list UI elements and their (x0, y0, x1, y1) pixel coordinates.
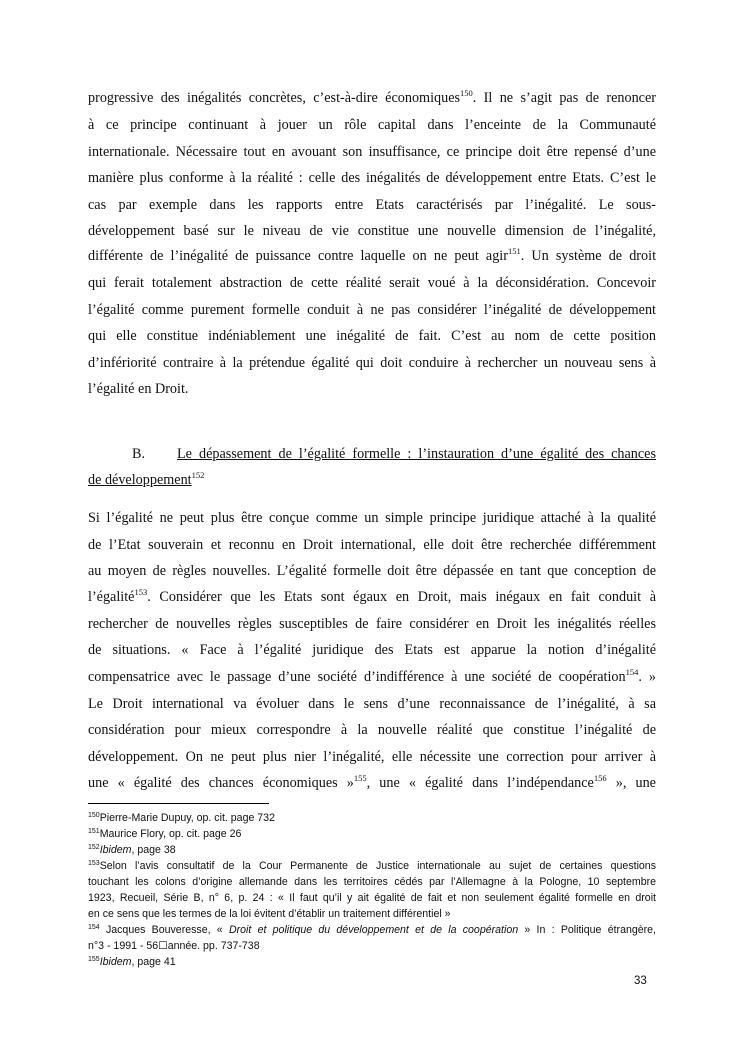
paragraph-line: Si l’égalité ne peut plus être conçue comme un simple principe juridique attaché à la qualité (88, 510, 656, 526)
footnote-cont: touchant les colons d’origine allemande dans les territoires cédés par l’Allemagne à la Pologne, 10 septembre (88, 876, 656, 888)
footnote-ref: 153 (134, 587, 148, 597)
footnote-ref: 152 (191, 470, 205, 480)
footnote: $^{152}$Ibidem, page 38 (88, 844, 176, 856)
footnote-cont: n°3 - 1991 - 56☐année. pp. 737-738 (88, 940, 260, 952)
paragraph-line: une « égalité des chances économiques »$^{155}$, une « égalité dans l’indépendance$^{156}$ », une (88, 773, 656, 791)
footnote: $^{155}$Ibidem, page 41 (88, 956, 176, 968)
paragraph-line: l’égalité comme purement formelle conduit à ne pas considérer l’inégalité de développement (88, 302, 656, 318)
paragraph-line: développement basé sur le niveau de vie constitue une nouvelle dimension de l’inégalité, (88, 223, 656, 239)
paragraph-line: manière plus conforme à la réalité : celle des inégalités de développement entre Etats. C’est le (88, 170, 656, 186)
footnote: $^{153}$Selon l’avis consultatif de la Cour Permanente de Justice internationale au sujet de certaines questions (88, 860, 656, 872)
paragraph-line: internationale. Nécessaire tout en avouant son insuffisance, ce principe doit être repensé d’une (88, 144, 656, 160)
footnote-ref: 155 (353, 773, 367, 783)
paragraph-line: d’infériorité contraire à la prétendue égalité qui doit conduire à rechercher un nouveau sens à (88, 355, 656, 371)
paragraph-line: au moyen de règles nouvelles. L’égalité formelle doit être dépassée en tant que conception de (88, 563, 656, 579)
footnote: $^{151}$Maurice Flory, op. cit. page 26 (88, 828, 242, 840)
paragraph-line: qui elle constitue indéniablement une inégalité de fait. C’est au nom de cette position (88, 328, 656, 344)
footnote-ref: 156 (593, 773, 607, 783)
paragraph-line: à ce principe continuant à jouer un rôle capital dans l’enceinte de la Communauté (88, 117, 656, 133)
paragraph-line: considération pour mieux correspondre à la nouvelle réalité que constitue l’inégalité de (88, 722, 656, 738)
paragraph-line: de situations. « Face à l’égalité juridique des Etats est apparue la notion d’inégalité (88, 642, 656, 658)
paragraph-line: l’égalité en Droit. (88, 381, 189, 397)
paragraph-line: l’égalité$^{153}$. Considérer que les Etats sont égaux en Droit, mais inégaux en fait conduit à (88, 587, 656, 605)
paragraph-line: qui ferait totalement abstraction de cette réalité serait voué à la déconsidération. Concevoir (88, 275, 656, 291)
section-heading: Le dépassement de l’égalité formelle : l’instauration d’une égalité des chances (177, 446, 656, 462)
footnote-ref: 151 (507, 246, 521, 256)
footnote-ref: 154 (625, 667, 639, 677)
page-number: 33 (634, 975, 647, 987)
footnote-ref: 150 (460, 88, 473, 98)
footnote-cont: 1923, Recueil, Série B, n° 6, p. 24 : « Il faut qu’il y ait égalité de fait et non seulement égalité formelle en droit (88, 892, 656, 904)
footnote: $^{150}$Pierre-Marie Dupuy, op. cit. page 732 (88, 812, 275, 824)
footnote-separator (88, 803, 269, 804)
footnote: $^{154}$ Jacques Bouveresse, « Droit et politique du développement et de la coopération » In : Politique étrangère, (88, 924, 656, 936)
paragraph-line: compensatrice avec le passage d’une société d’indifférence à une société de coopération$^{154}$. » (88, 667, 657, 685)
section-letter: B. (132, 446, 146, 462)
paragraph-line: Le Droit international va évoluer dans le sens d’une reconnaissance de l’inégalité, à sa (88, 696, 656, 712)
paragraph-line: progressive des inégalités concrètes, c’est-à-dire économiques$^{150}$. Il ne s’agit pas de renoncer (88, 88, 656, 106)
footnote-cont: en ce sens que les termes de la loi évitent d’établir un traitement différentiel » (88, 908, 451, 920)
paragraph-line: cas par exemple dans les rapports entre Etats caractérisés par l’inégalité. Le sous- (88, 197, 656, 213)
paragraph-line: développement. On ne peut plus nier l’inégalité, elle nécessite une correction pour arriver à (88, 749, 656, 765)
section-heading-cont: de développement$^{152}$ (88, 470, 205, 488)
paragraph-line: de l’Etat souverain et reconnu en Droit international, elle doit être recherchée différemment (88, 537, 656, 553)
paragraph-line: rechercher de nouvelles règles susceptibles de faire considérer en Droit les inégalités réelles (88, 616, 656, 632)
paragraph-line: différente de l’inégalité de puissance contre laquelle on ne peut agir$^{151}$. Un système de droit (88, 246, 657, 264)
